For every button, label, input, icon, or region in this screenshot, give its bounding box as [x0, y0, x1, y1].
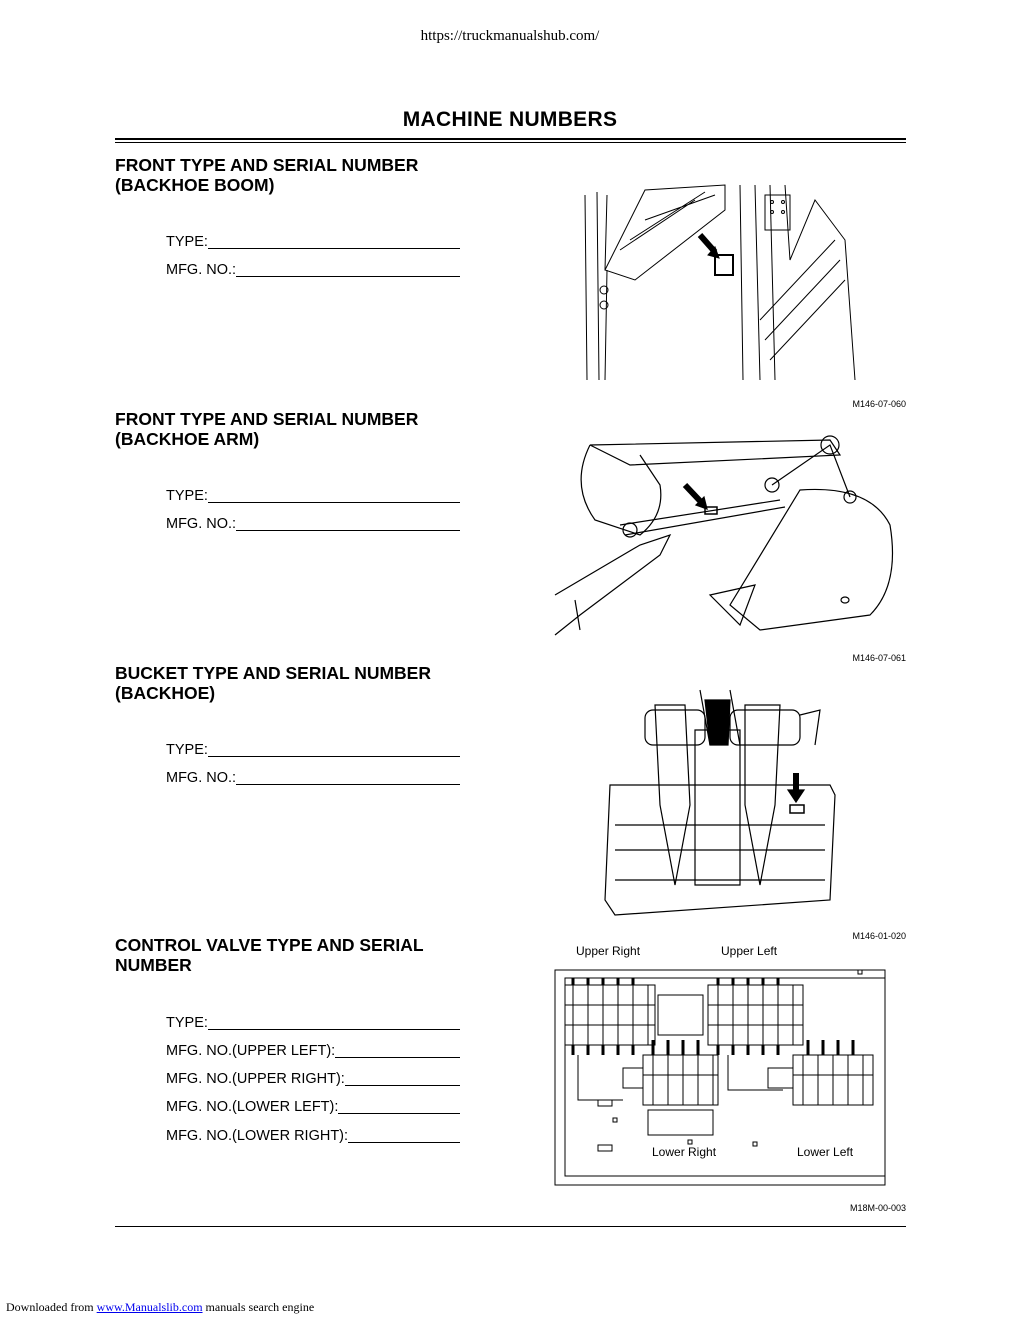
- arm-type-field[interactable]: [166, 486, 460, 504]
- figure-id: M146-07-061: [852, 653, 906, 663]
- field-label: MFG. NO.:: [166, 262, 237, 278]
- figure-id: M146-01-020: [852, 931, 906, 941]
- label-lower-right: Lower Right: [652, 1145, 717, 1159]
- boom-type-field[interactable]: [166, 232, 460, 250]
- valve-block-lower-right: [623, 1040, 718, 1135]
- bucket-mfg-no-field[interactable]: [166, 768, 460, 786]
- footer: [6, 1300, 314, 1315]
- field-label: TYPE:: [166, 1015, 208, 1031]
- field-label: MFG. NO.(LOWER RIGHT):: [166, 1128, 349, 1144]
- title-divider: [115, 138, 906, 140]
- fill-line: [335, 1045, 460, 1058]
- fill-line: [348, 1130, 460, 1143]
- figure-id: M18M-00-003: [849, 1203, 906, 1213]
- header-url: https://truckmanualshub.com/: [420, 28, 600, 44]
- manualslib-link[interactable]: www.Manualslib.com: [96, 1300, 203, 1314]
- bottom-divider: [115, 1226, 906, 1227]
- fill-line: [208, 744, 460, 757]
- field-label: MFG. NO.(LOWER LEFT):: [166, 1099, 339, 1115]
- valve-upper-right-field[interactable]: [166, 1069, 460, 1087]
- boom-mfg-no-field[interactable]: [166, 260, 460, 278]
- figure-id: M146-07-060: [852, 399, 906, 409]
- section-title-backhoe-arm: FRONT TYPE AND SERIAL NUMBER (BACKHOE ARM): [115, 409, 419, 449]
- valve-block-upper-left: [708, 978, 803, 1055]
- section-title-control-valve: CONTROL VALVE TYPE AND SERIAL NUMBER: [115, 935, 424, 975]
- field-label: TYPE:: [166, 488, 208, 504]
- footer-suffix: manuals search engine: [205, 1300, 315, 1314]
- control-valve-figure: [553, 960, 889, 1190]
- field-label: MFG. NO.(UPPER LEFT):: [166, 1043, 336, 1059]
- valve-lower-left-field[interactable]: [166, 1097, 460, 1115]
- label-lower-left: Lower Left: [797, 1145, 854, 1159]
- field-label: TYPE:: [166, 742, 208, 758]
- valve-type-field[interactable]: [166, 1013, 460, 1031]
- fill-line: [208, 236, 460, 249]
- valve-block-lower-left: [768, 1040, 873, 1105]
- valve-block-upper-right: [565, 978, 655, 1055]
- valve-upper-left-field[interactable]: [166, 1041, 460, 1059]
- footer-prefix: Downloaded from: [6, 1300, 94, 1314]
- bucket-type-field[interactable]: [166, 740, 460, 758]
- fill-line: [208, 490, 460, 503]
- backhoe-boom-figure: [575, 180, 875, 390]
- field-label: MFG. NO.:: [166, 770, 237, 786]
- arm-mfg-no-field[interactable]: [166, 514, 460, 532]
- label-upper-right: Upper Right: [576, 944, 641, 958]
- fill-line: [345, 1073, 460, 1086]
- label-upper-left: Upper Left: [721, 944, 778, 958]
- fill-line: [236, 518, 460, 531]
- bucket-figure: [600, 685, 840, 920]
- field-label: MFG. NO.(UPPER RIGHT):: [166, 1071, 345, 1087]
- title-divider-thin: [115, 142, 906, 143]
- fill-line: [338, 1101, 460, 1114]
- backhoe-arm-figure: [550, 425, 900, 640]
- valve-lower-right-field[interactable]: [166, 1126, 460, 1144]
- fill-line: [236, 772, 460, 785]
- fill-line: [236, 264, 460, 277]
- field-label: TYPE:: [166, 234, 208, 250]
- field-label: MFG. NO.:: [166, 516, 237, 532]
- section-title-bucket: BUCKET TYPE AND SERIAL NUMBER (BACKHOE): [115, 663, 431, 703]
- section-title-backhoe-boom: FRONT TYPE AND SERIAL NUMBER (BACKHOE BOOM): [115, 155, 419, 195]
- page-title: MACHINE NUMBERS: [402, 108, 618, 131]
- fill-line: [208, 1017, 460, 1030]
